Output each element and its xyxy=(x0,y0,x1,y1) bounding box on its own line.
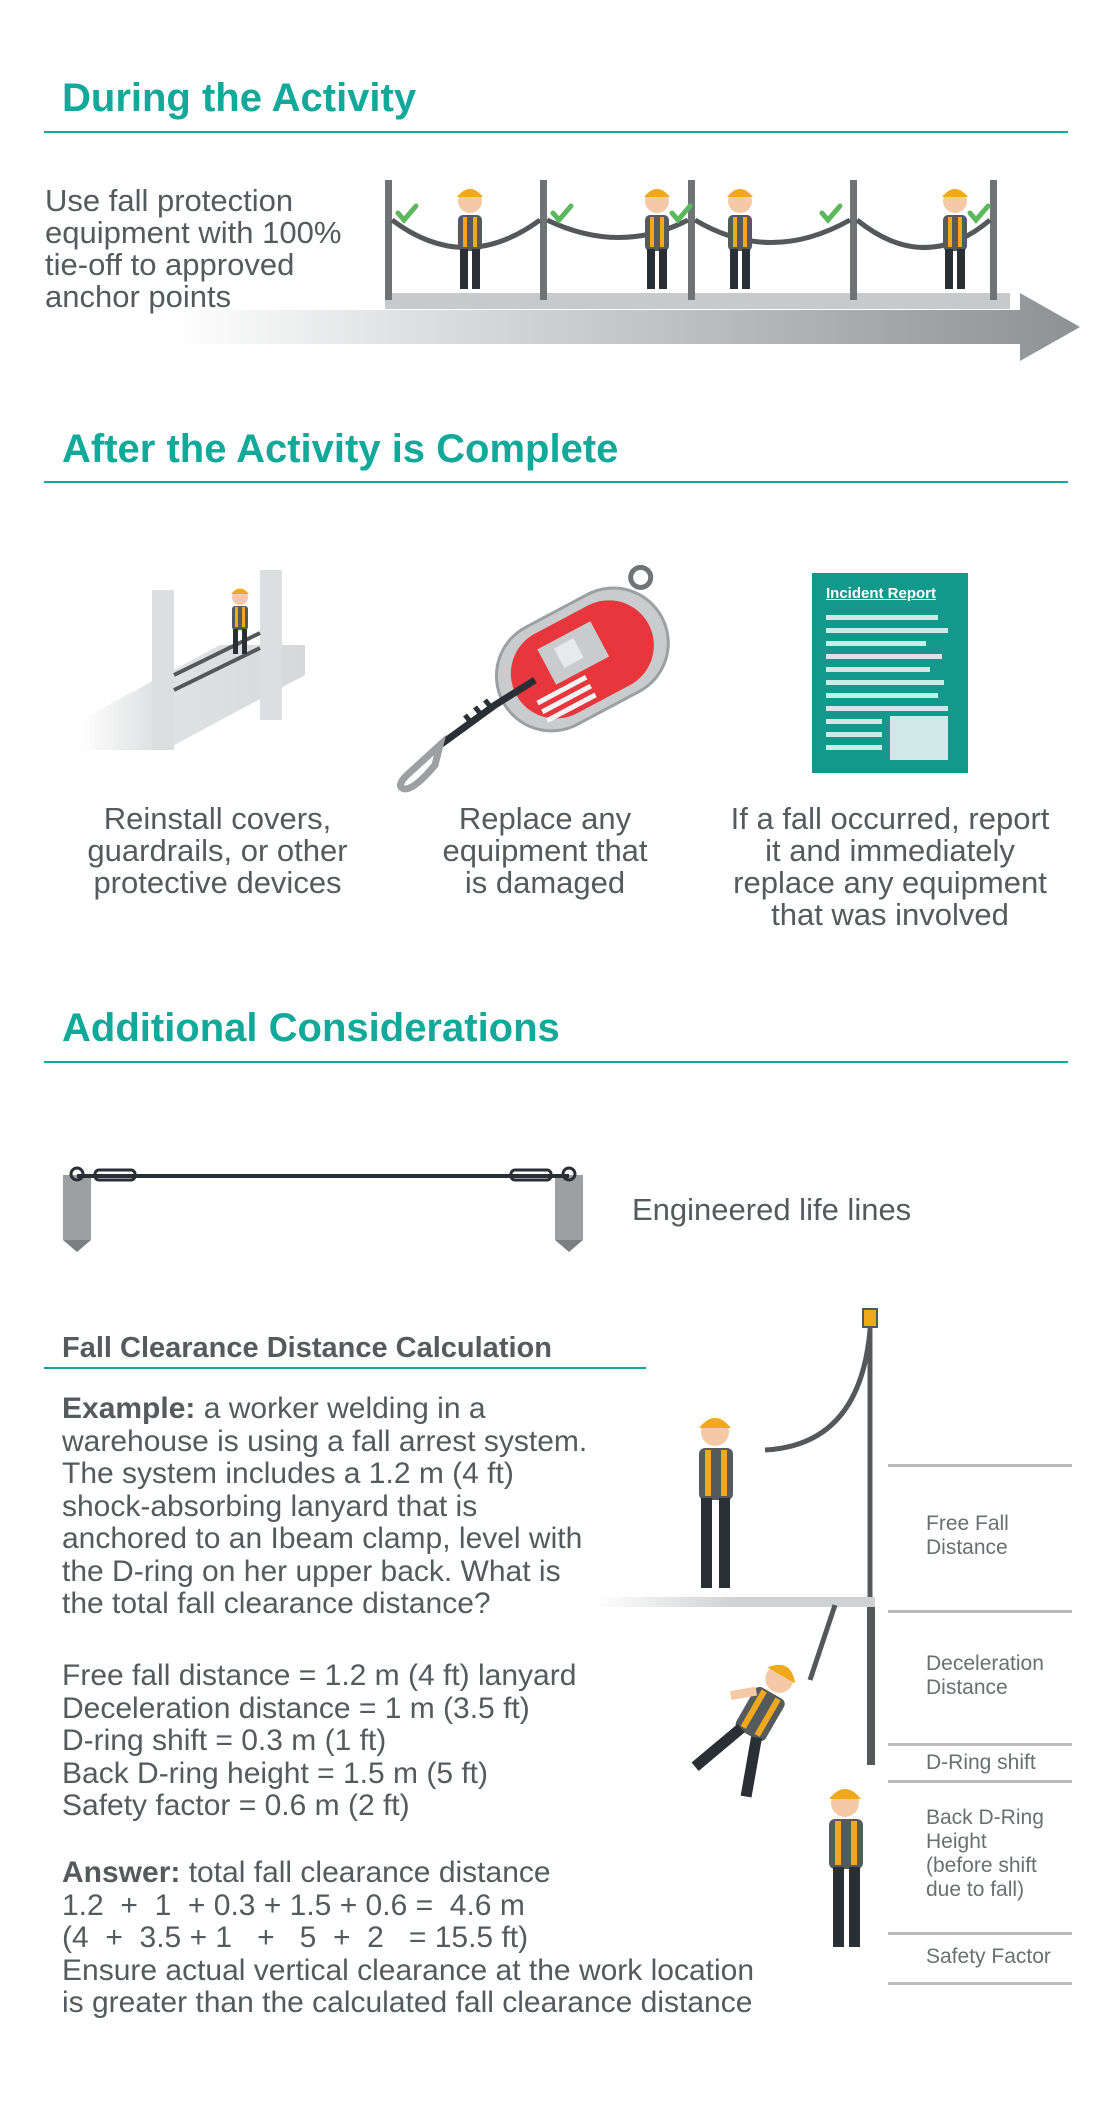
label-line: Back D-Ring xyxy=(926,1806,1044,1829)
label-line: Free Fall xyxy=(926,1512,1009,1535)
tie-off-illustration xyxy=(180,175,1080,365)
caption-line: Replace any xyxy=(458,801,632,836)
section-divider xyxy=(44,481,1068,483)
calc-values xyxy=(62,1660,576,1823)
incident-report-title: Incident Report xyxy=(826,585,937,602)
caption-line: protective devices xyxy=(93,865,342,900)
incident-report-icon xyxy=(812,573,968,773)
value-line: Back D-ring height = 1.5 m (5 ft) xyxy=(62,1756,489,1790)
tick-line xyxy=(888,1743,1072,1746)
calc-example xyxy=(62,1393,587,1621)
example-line: the total fall clearance distance? xyxy=(62,1587,491,1620)
lifeline-label: Engineered life lines xyxy=(632,1192,912,1227)
example-line: the D-ring on her upper back. What is xyxy=(62,1554,561,1588)
tick-line xyxy=(888,1982,1072,1985)
example-line: The system includes a 1.2 m (4 ft) xyxy=(62,1457,514,1490)
example-line: shock-absorbing lanyard that is xyxy=(62,1489,478,1523)
label-line: D-Ring shift xyxy=(926,1751,1036,1774)
caption-line: Reinstall covers, xyxy=(103,801,332,836)
answer-line: Ensure actual vertical clearance at the work location xyxy=(62,1953,755,1987)
caption-line: that was involved xyxy=(771,897,1009,932)
label-line: Safety Factor xyxy=(926,1945,1051,1968)
value-line: Deceleration distance = 1 m (3.5 ft) xyxy=(62,1691,530,1725)
label-line: (before shift xyxy=(926,1854,1037,1877)
label-line: Height xyxy=(926,1830,987,1853)
tick-line xyxy=(888,1932,1072,1935)
caption-line: If a fall occurred, report xyxy=(730,801,1050,836)
label-back-dring xyxy=(926,1806,1044,1902)
section-title-after: After the Activity is Complete xyxy=(62,427,619,471)
section-divider xyxy=(44,1061,1068,1063)
retractable-lifeline-icon xyxy=(395,575,685,795)
section-title-during: During the Activity xyxy=(62,76,417,120)
value-line: D-ring shift = 0.3 m (1 ft) xyxy=(62,1724,387,1757)
answer-line: is greater than the calculated fall clearance distance xyxy=(62,1986,753,2019)
answer-line: (4 + 3.5 + 1 + 5 + 2 = 15.5 ft) xyxy=(62,1921,529,1954)
caption-line: guardrails, or other xyxy=(87,833,348,868)
example-line: a worker welding in a xyxy=(195,1392,486,1425)
label-line: due to fall) xyxy=(926,1878,1025,1901)
after-caption-covers xyxy=(45,803,390,899)
section-title-additional: Additional Considerations xyxy=(62,1006,560,1050)
label-dring-shift xyxy=(926,1751,1036,1775)
value-line: Safety factor = 0.6 m (2 ft) xyxy=(62,1789,410,1822)
calc-title: Fall Clearance Distance Calculation xyxy=(62,1332,552,1364)
after-caption-report xyxy=(700,803,1080,931)
during-text-line: equipment with 100% xyxy=(45,215,342,250)
after-caption-equipment xyxy=(390,803,700,899)
lifeline-icon xyxy=(55,1160,595,1260)
caption-line: is damaged xyxy=(464,865,626,900)
label-deceleration xyxy=(926,1652,1044,1700)
caption-line: replace any equipment xyxy=(733,865,1047,900)
example-line: anchored to an Ibeam clamp, level with xyxy=(62,1522,583,1555)
label-free-fall xyxy=(926,1512,1009,1560)
during-text-line: tie-off to approved xyxy=(45,247,295,282)
platform xyxy=(385,293,1010,309)
value-line: Free fall distance = 1.2 m (4 ft) lanyard xyxy=(62,1659,577,1692)
label-line: Deceleration xyxy=(926,1652,1044,1675)
calc-divider xyxy=(44,1367,646,1369)
caption-line: equipment that xyxy=(442,833,648,868)
during-text-line: anchor points xyxy=(45,279,232,314)
guardrail-icon xyxy=(80,570,310,780)
tick-line xyxy=(888,1464,1072,1467)
example-label: Example: xyxy=(62,1392,196,1425)
label-safety-factor xyxy=(926,1945,1051,1969)
caption-line: it and immediately xyxy=(765,833,1015,868)
during-text-line: Use fall protection xyxy=(45,183,294,218)
section-divider xyxy=(44,131,1068,133)
answer-label: Answer: xyxy=(62,1856,181,1889)
tick-line xyxy=(888,1780,1072,1783)
answer-line: 1.2 + 1 + 0.3 + 1.5 + 0.6 = 4.6 m xyxy=(62,1888,525,1922)
tick-line xyxy=(888,1610,1072,1613)
example-line: warehouse is using a fall arrest system. xyxy=(62,1424,588,1458)
label-line: Distance xyxy=(926,1676,1008,1699)
fall-diagram xyxy=(595,1305,895,1965)
answer-line: total fall clearance distance xyxy=(180,1856,551,1889)
label-line: Distance xyxy=(926,1536,1008,1559)
